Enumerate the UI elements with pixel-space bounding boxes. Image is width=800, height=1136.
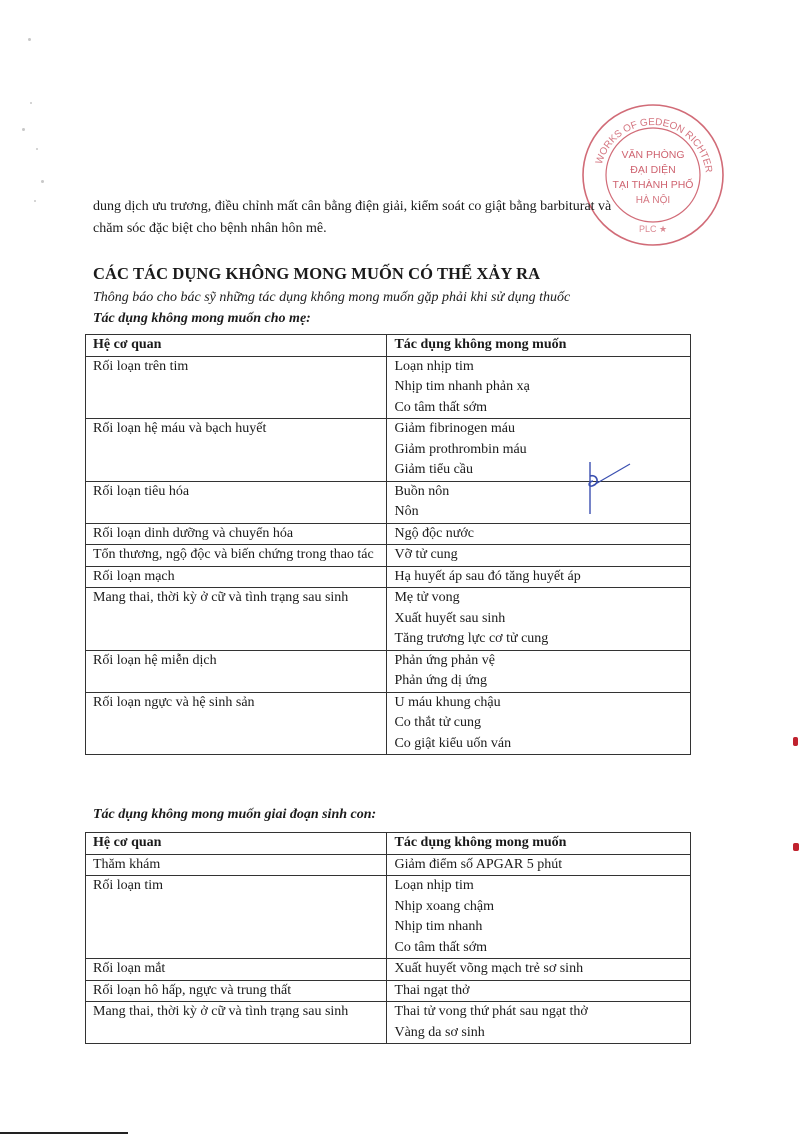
table-row [86, 650, 691, 692]
svg-text:PLC ★: PLC ★ [638, 224, 668, 234]
adverse-effect-item: Hạ huyết áp sau đó tăng huyết áp [394, 568, 581, 584]
svg-text:WORKS OF GEDEON RICHTER: WORKS OF GEDEON RICHTER [593, 116, 714, 174]
header-adverse-effect: Tác dụng không mong muốn [387, 335, 691, 357]
organ-system-cell: Rối loạn hệ máu và bạch huyết [86, 419, 387, 482]
table-row [86, 356, 691, 419]
adverse-effects-cell [387, 566, 691, 588]
organ-system-cell: Rối loạn mạch [86, 566, 387, 588]
adverse-effect-item: Thai tử vong thứ phát sau ngạt thở [394, 1004, 588, 1019]
organ-system-cell: Thăm khám [86, 854, 387, 876]
svg-text:TẠI THÀNH PHỐ: TẠI THÀNH PHỐ [612, 179, 694, 191]
adverse-effect-item: Vỡ tử cung [394, 547, 458, 562]
adverse-effect-item: Nhịp xoang chậm [394, 898, 495, 914]
organ-system-cell: Rối loạn hệ miễn dịch [86, 650, 387, 692]
table-row [86, 1002, 691, 1044]
adverse-effect-item: Thai ngạt thở [394, 982, 470, 998]
adverse-effects-cell [387, 959, 691, 981]
adverse-effects-cell [387, 854, 691, 876]
scan-red-mark [793, 737, 798, 746]
table-row [86, 588, 691, 651]
adverse-effects-cell [387, 356, 691, 419]
adverse-effects-cell [387, 588, 691, 651]
adverse-effect-item: Co giật kiểu uốn ván [394, 735, 512, 751]
organ-system-cell: Mang thai, thời kỳ ở cữ và tình trạng sau sinh [86, 588, 387, 651]
scan-dot [30, 102, 32, 104]
adverse-effects-cell [387, 1002, 691, 1044]
header-adverse-effect: Tác dụng không mong muốn [387, 833, 691, 855]
table-body [86, 356, 691, 755]
adverse-effects-cell [387, 419, 691, 482]
table-row [86, 959, 691, 981]
table-row [86, 980, 691, 1002]
svg-text:VĂN PHÒNG: VĂN PHÒNG [621, 149, 685, 161]
organ-system-cell: Mang thai, thời kỳ ở cữ và tình trạng sau sinh [86, 1002, 387, 1044]
adverse-effect-item: Giảm tiểu cầu [394, 462, 473, 477]
organ-system-cell: Rối loạn tiêu hóa [86, 481, 387, 523]
handwritten-mark [584, 460, 632, 516]
organ-system-cell: Rối loạn trên tim [86, 356, 387, 419]
intro-line: chăm sóc đặc biệt cho bệnh nhân hôn mê. [93, 221, 327, 236]
adverse-effects-cell [387, 523, 691, 545]
table1-caption: Tác dụng không mong muốn cho mẹ: [93, 311, 311, 326]
adverse-effects-cell [387, 692, 691, 755]
adverse-effect-item: Co tâm thất sớm [394, 939, 488, 955]
table-header-row [86, 335, 691, 357]
organ-system-cell: Tổn thương, ngộ độc và biến chứng trong thao tác [86, 545, 387, 567]
scan-red-mark [793, 843, 799, 851]
table-row [86, 523, 691, 545]
organ-system-cell: Rối loạn hô hấp, ngực và trung thất [86, 980, 387, 1002]
adverse-effect-item: Giảm điểm số APGAR 5 phút [394, 856, 563, 872]
adverse-effect-item: Co thắt tử cung [394, 715, 481, 730]
scan-dot [34, 200, 36, 202]
scan-dot [22, 128, 25, 131]
table-body [86, 854, 691, 1044]
section-heading: CÁC TÁC DỤNG KHÔNG MONG MUỐN CÓ THỂ XẢY RA [93, 264, 541, 283]
adverse-effect-item: U máu khung chậu [394, 694, 501, 710]
adverse-effect-item: Nhịp tim nhanh [394, 919, 483, 934]
table-row [86, 566, 691, 588]
table-row [86, 692, 691, 755]
adverse-effects-cell [387, 481, 691, 523]
svg-text:ĐẠI DIỆN: ĐẠI DIỆN [630, 164, 676, 176]
adverse-effect-item: Tăng trương lực cơ tử cung [394, 631, 549, 646]
adverse-effect-item: Loạn nhịp tim [394, 358, 474, 374]
adverse-effect-item: Giảm prothrombin máu [394, 441, 527, 457]
table-header-row [86, 833, 691, 855]
adverse-effect-item: Nôn [394, 504, 419, 519]
adverse-effect-item: Ngộ độc nước [394, 525, 474, 541]
table-row [86, 854, 691, 876]
adverse-effect-item: Phản ứng phản vệ [394, 652, 495, 668]
adverse-effect-item: Co tâm thất sớm [394, 399, 488, 415]
maternal-adverse-effects-table [85, 334, 691, 755]
organ-system-cell: Rối loạn dinh dưỡng và chuyển hóa [86, 523, 387, 545]
header-organ-system: Hệ cơ quan [86, 833, 387, 855]
table-row [86, 545, 691, 567]
adverse-effects-cell [387, 545, 691, 567]
adverse-effect-item: Xuất huyết võng mạch trẻ sơ sinh [394, 961, 584, 976]
table2-caption: Tác dụng không mong muốn giai đoạn sinh con: [93, 807, 377, 822]
table-row [86, 876, 691, 959]
scan-dot [41, 180, 44, 183]
adverse-effect-item: Vàng da sơ sinh [394, 1024, 485, 1040]
header-organ-system: Hệ cơ quan [86, 335, 387, 357]
adverse-effect-item: Phản ứng dị ứng [394, 673, 488, 688]
adverse-effect-item: Buồn nôn [394, 483, 450, 499]
intro-paragraph [93, 196, 723, 240]
adverse-effects-cell [387, 650, 691, 692]
adverse-effect-item: Xuất huyết sau sinh [394, 610, 506, 626]
adverse-effect-item: Loạn nhịp tim [394, 878, 474, 893]
scan-dot [28, 38, 31, 41]
adverse-effects-cell [387, 980, 691, 1002]
page-edge-line [0, 1132, 128, 1134]
adverse-effect-item: Nhịp tim nhanh phản xạ [394, 379, 530, 394]
organ-system-cell: Rối loạn mắt [86, 959, 387, 981]
adverse-effect-item: Giảm fibrinogen máu [394, 421, 515, 436]
intro-line: dung dịch ưu trương, điều chỉnh mất cân bằng điện giải, kiểm soát co giật bằng barbiturat và [93, 199, 612, 214]
section-subtitle: Thông báo cho bác sỹ những tác dụng không mong muốn gặp phải khi sử dụng thuốc [93, 290, 571, 305]
scan-dot [36, 148, 38, 150]
neonatal-adverse-effects-table [85, 832, 691, 1044]
adverse-effects-cell [387, 876, 691, 959]
organ-system-cell: Rối loạn ngực và hệ sinh sản [86, 692, 387, 755]
organ-system-cell: Rối loạn tim [86, 876, 387, 959]
svg-text:HÀ NỘI: HÀ NỘI [635, 195, 671, 206]
adverse-effect-item: Mẹ tử vong [394, 590, 460, 605]
